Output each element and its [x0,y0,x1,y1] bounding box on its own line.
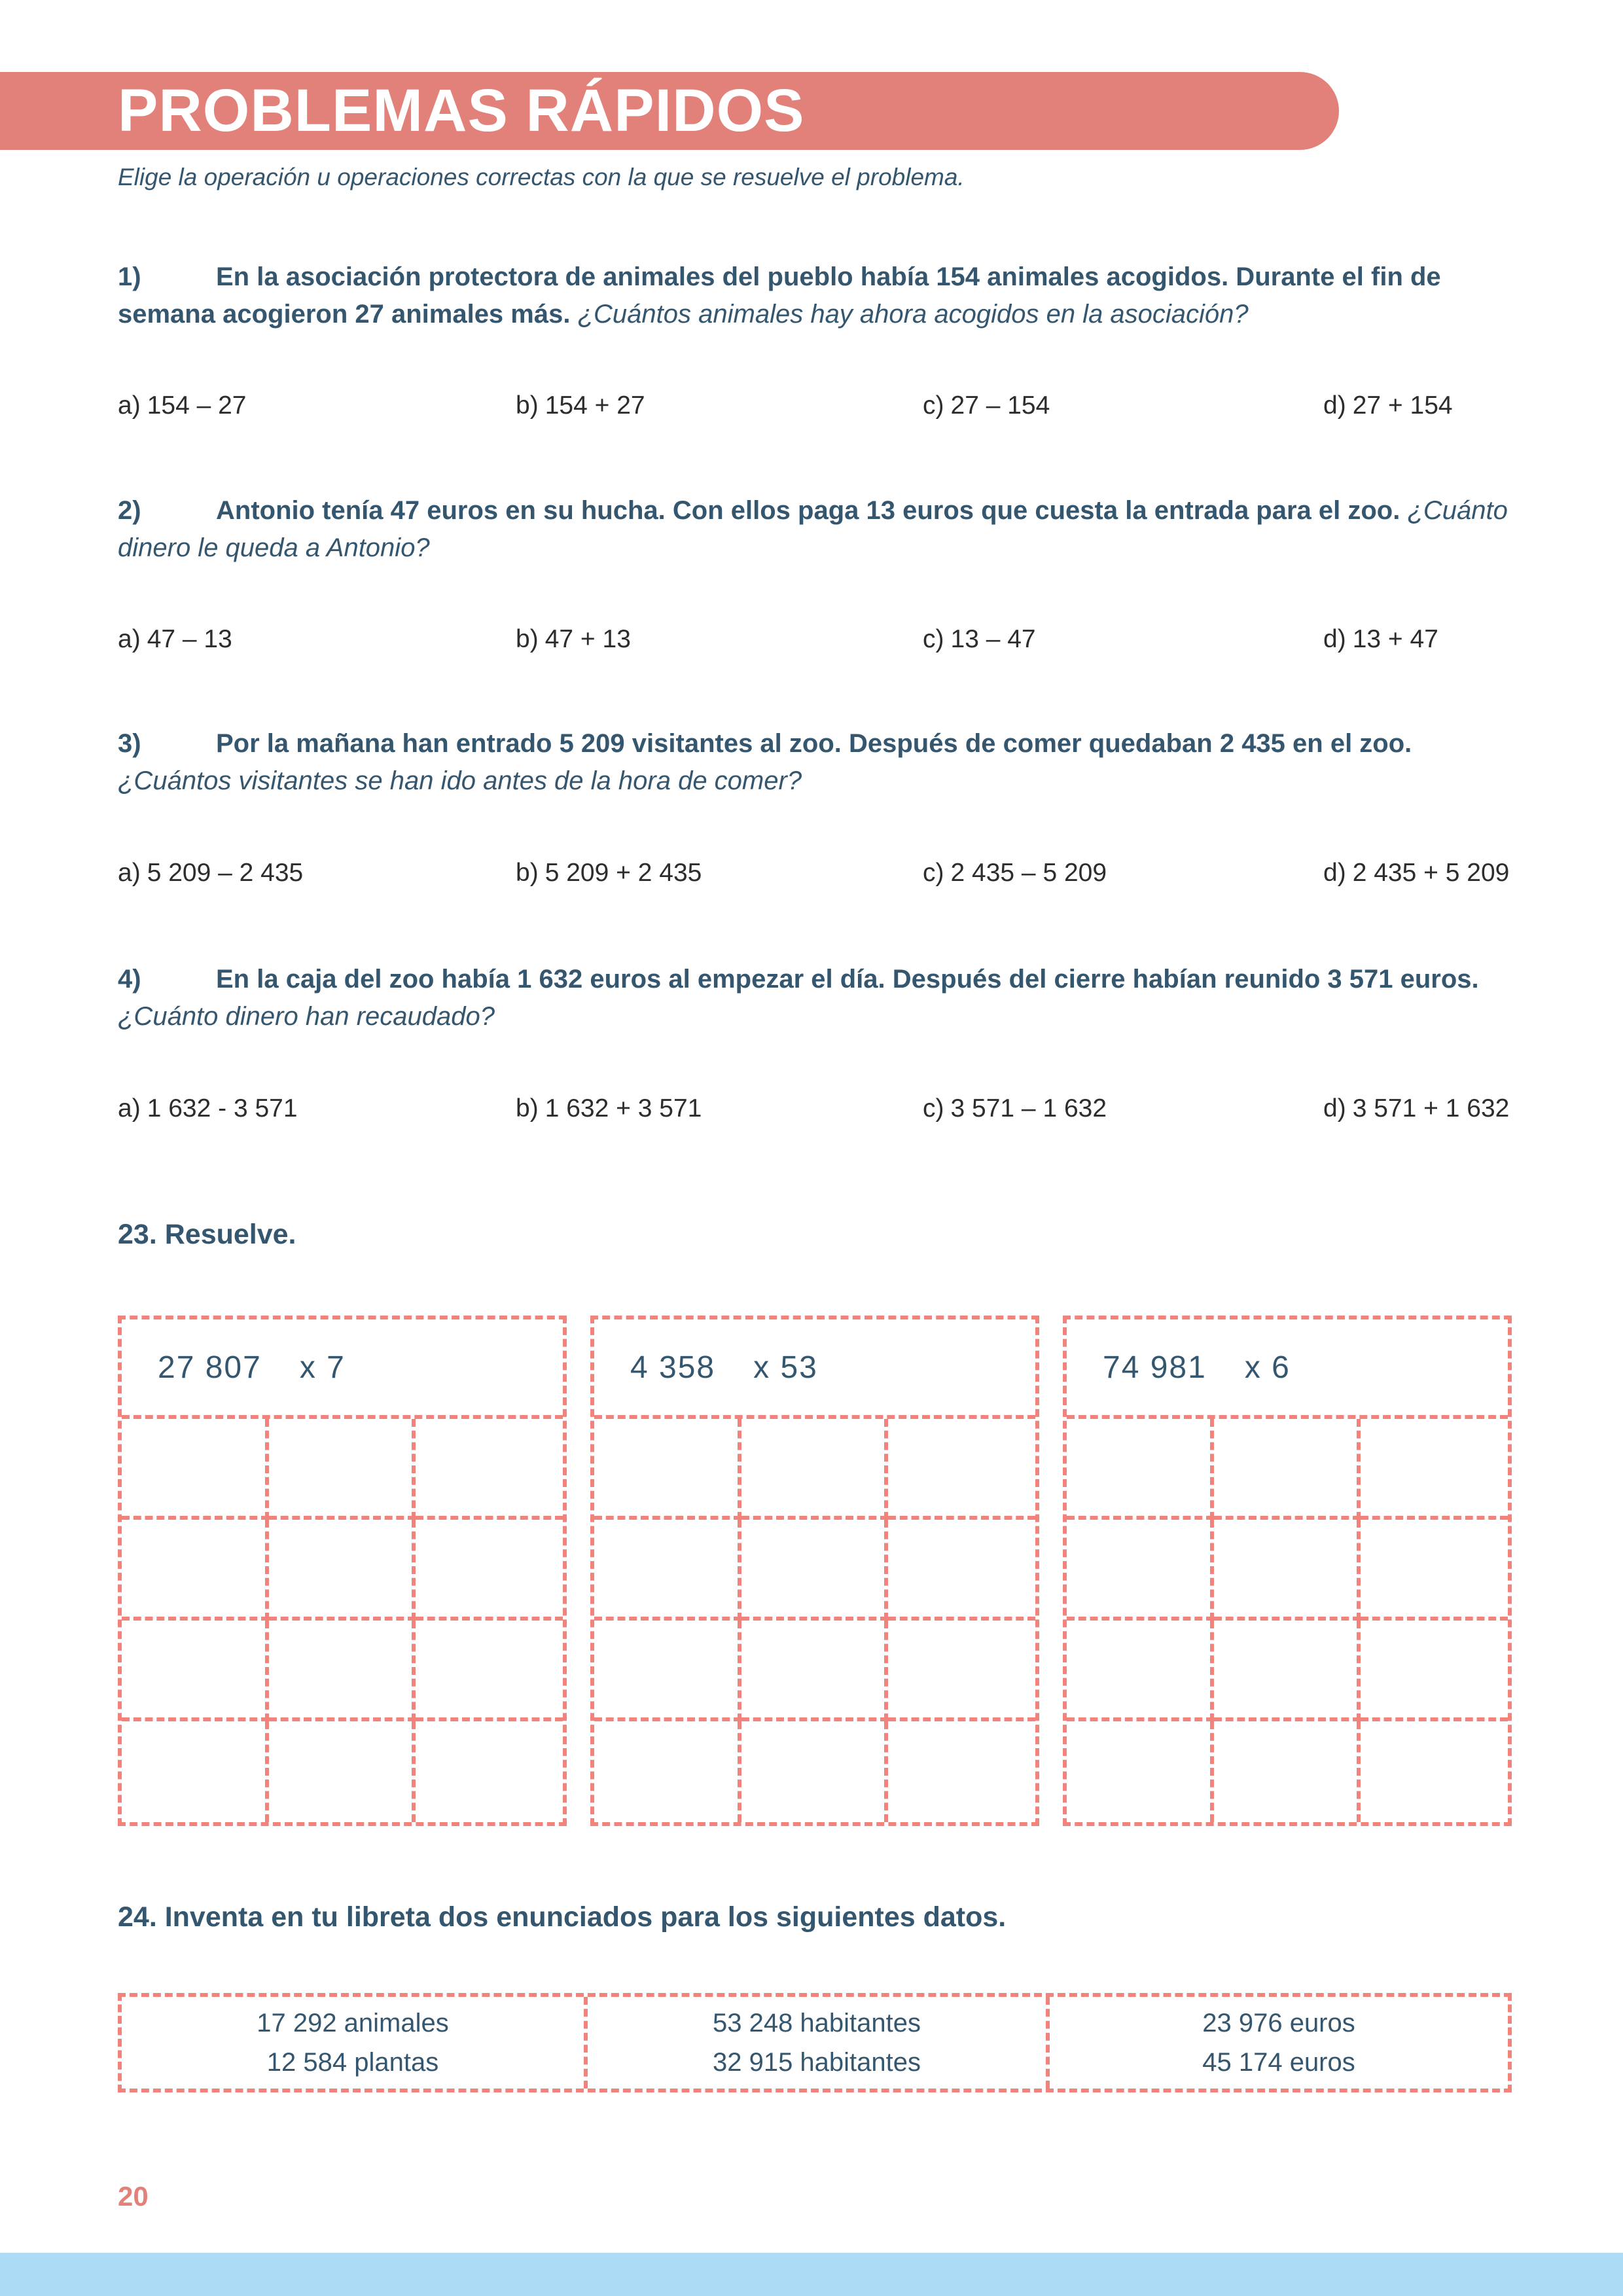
bottom-bar [0,2253,1623,2296]
answer-grid-cell [269,1520,416,1621]
option-expression: 1 632 + 3 571 [544,1094,702,1122]
option-letter: d) [1323,1094,1346,1122]
answer-grid-cell [888,1419,1035,1520]
problem-statement [118,259,1528,333]
data-line: 17 292 animales [257,2009,449,2037]
option-letter: b) [516,391,539,420]
answer-option-c [923,859,1323,888]
answer-option-c [923,1094,1323,1123]
problem-statement-text: Por la mañana han entrado 5 209 visitantes al zoo. Después de comer quedaban 2 435 en el zoo. [216,729,1412,758]
answer-grid-cell [1214,1721,1361,1822]
problem-question: ¿Cuánto dinero han recaudado? [118,1002,495,1031]
answer-grid-cell [269,1621,416,1721]
answer-option-a [118,1094,516,1123]
option-letter: d) [1323,859,1346,887]
option-expression: 13 + 47 [1352,625,1438,653]
answer-option-d [1323,859,1531,888]
exercise-23-heading: 23. Resuelve. [118,1219,296,1250]
exercise-24-heading: 24. Inventa en tu libreta dos enunciados para los siguientes datos. [118,1901,1007,1933]
answer-grid-cell [1361,1520,1508,1621]
multiplication-problem [594,1319,1035,1419]
multiplication-problem [1067,1319,1508,1419]
page-number: 20 [118,2181,149,2212]
multiplication-problem [122,1319,563,1419]
option-letter: a) [118,625,141,653]
option-letter: b) [516,859,539,887]
option-letter: b) [516,1094,539,1122]
answer-grid-cell [416,1721,563,1822]
answer-option-d [1323,625,1531,654]
problem-statement [118,492,1528,567]
answer-grid-cell [741,1621,889,1721]
data-cell-animales [122,1997,584,2089]
answer-grid-cell [1067,1621,1214,1721]
option-expression: 154 + 27 [544,391,645,420]
option-expression: 5 209 – 2 435 [147,859,304,887]
problem-item [118,961,1528,1035]
answer-grid-cell [741,1520,889,1621]
answer-grid-cell [594,1621,741,1721]
problem-statement [118,961,1528,1035]
data-box [118,1993,1512,2092]
answer-grid-cell [1214,1520,1361,1621]
problem-statement-text: En la caja del zoo había 1 632 euros al empezar el día. Después del cierre habían reunido 3 571 euros. [216,965,1479,994]
answer-grid-cell [269,1721,416,1822]
option-expression: 3 571 + 1 632 [1352,1094,1510,1122]
answer-grid-cell [122,1520,269,1621]
option-letter: d) [1323,625,1346,653]
option-letter: b) [516,625,539,653]
answer-grid-cell [594,1721,741,1822]
option-letter: a) [118,1094,141,1122]
answer-grid-cell [888,1621,1035,1721]
answer-grid-cell [416,1621,563,1721]
option-letter: d) [1323,391,1346,420]
data-line: 23 976 euros [1202,2009,1355,2037]
data-line: 53 248 habitantes [712,2009,921,2037]
option-expression: 3 571 – 1 632 [950,1094,1107,1122]
data-cell-euros [1046,1997,1508,2089]
multiplier: x 6 [1244,1350,1291,1385]
answer-option-b [516,391,923,420]
answer-option-a [118,391,516,420]
answer-grid-cell [888,1721,1035,1822]
answer-grid-cell [1067,1721,1214,1822]
multiplier: x 53 [753,1350,818,1385]
option-letter: c) [923,391,944,420]
options-row [118,859,1531,888]
instructions-text: Elige la operación u operaciones correctas con la que se resuelve el problema. [118,164,965,190]
option-expression: 13 – 47 [950,625,1036,653]
data-line: 32 915 habitantes [712,2048,921,2077]
answer-grid-cell [888,1520,1035,1621]
multiplication-box-2 [590,1316,1039,1826]
answer-grid-cell [1067,1419,1214,1520]
data-line: 45 174 euros [1202,2048,1355,2077]
problem-item [118,725,1528,800]
answer-grid-cell [594,1520,741,1621]
option-expression: 47 – 13 [147,625,232,653]
problem-question: ¿Cuánto dinero le queda a Antonio? [118,496,1508,562]
answer-grid-cell [594,1419,741,1520]
option-expression: 154 – 27 [147,391,247,420]
answer-option-b [516,625,923,654]
data-cell-habitantes [584,1997,1046,2089]
multiplication-box-3 [1063,1316,1512,1826]
answer-grid-cell [1361,1721,1508,1822]
answer-grid-cell [122,1721,269,1822]
multiplicand: 74 981 [1103,1350,1207,1385]
answer-grid [1067,1419,1508,1822]
problem-statement [118,725,1528,800]
answer-grid-cell [416,1520,563,1621]
option-expression: 27 – 154 [950,391,1050,420]
answer-grid-cell [1214,1621,1361,1721]
answer-grid-cell [1361,1621,1508,1721]
options-row [118,391,1531,420]
option-expression: 2 435 + 5 209 [1352,859,1510,887]
multiplier: x 7 [299,1350,346,1385]
answer-grid-cell [122,1419,269,1520]
answer-grid-cell [1214,1419,1361,1520]
answer-grid-cell [416,1419,563,1520]
answer-grid [594,1419,1035,1822]
answer-grid-cell [741,1721,889,1822]
page-title: PROBLEMAS RÁPIDOS [118,77,805,144]
answer-grid-cell [122,1621,269,1721]
section-banner [0,72,1339,150]
multiplication-boxes [118,1316,1512,1826]
option-expression: 47 + 13 [544,625,631,653]
answer-option-c [923,625,1323,654]
multiplicand: 27 807 [158,1350,262,1385]
option-expression: 27 + 154 [1352,391,1453,420]
options-row [118,625,1531,654]
problem-question: ¿Cuántos visitantes se han ido antes de la hora de comer? [118,766,802,795]
option-letter: c) [923,859,944,887]
answer-option-a [118,859,516,888]
answer-option-b [516,859,923,888]
option-expression: 2 435 – 5 209 [950,859,1107,887]
answer-grid-cell [1361,1419,1508,1520]
answer-option-d [1323,1094,1531,1123]
options-row [118,1094,1531,1123]
multiplication-box-1 [118,1316,567,1826]
multiplicand: 4 358 [630,1350,716,1385]
option-letter: c) [923,1094,944,1122]
option-expression: 1 632 - 3 571 [147,1094,298,1122]
problem-item [118,259,1528,333]
problem-statement-text: En la asociación protectora de animales del pueblo había 154 animales acogidos. Durante el fin de semana acogieron 27 animales más. [118,262,1441,329]
problem-number: 1) [118,262,141,291]
problem-number: 4) [118,965,141,994]
answer-option-a [118,625,516,654]
answer-option-c [923,391,1323,420]
option-letter: a) [118,859,141,887]
problem-number: 2) [118,496,141,525]
answer-grid-cell [741,1419,889,1520]
answer-grid-cell [269,1419,416,1520]
answer-option-b [516,1094,923,1123]
problem-question: ¿Cuántos animales hay ahora acogidos en la asociación? [577,300,1249,329]
answer-grid [122,1419,563,1822]
problem-item [118,492,1528,567]
option-expression: 5 209 + 2 435 [544,859,702,887]
option-letter: c) [923,625,944,653]
option-letter: a) [118,391,141,420]
problem-number: 3) [118,729,141,758]
data-line: 12 584 plantas [266,2048,439,2077]
answer-option-d [1323,391,1531,420]
problem-statement-text: Antonio tenía 47 euros en su hucha. Con ellos paga 13 euros que cuesta la entrada para el zoo. [216,496,1400,525]
answer-grid-cell [1067,1520,1214,1621]
